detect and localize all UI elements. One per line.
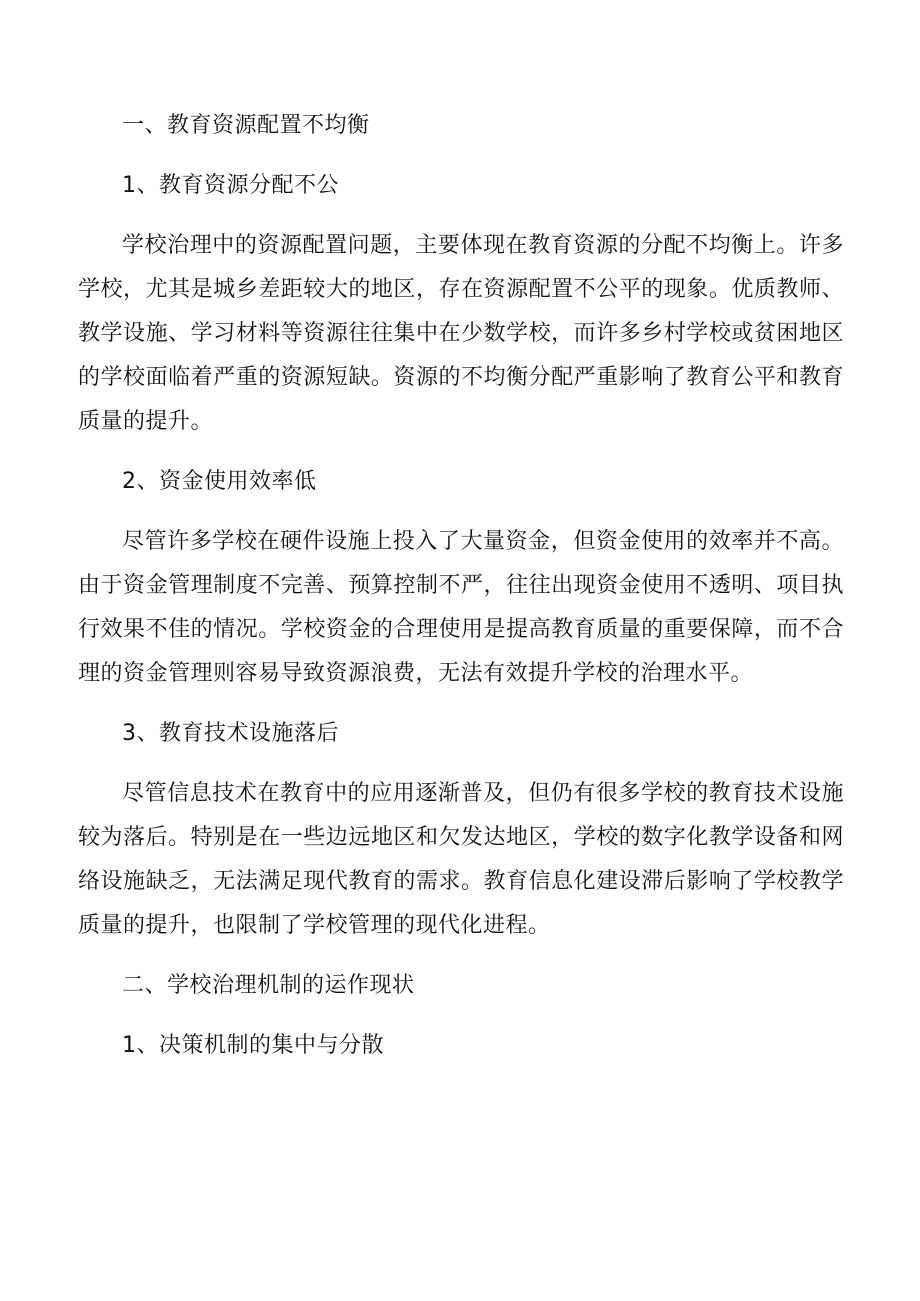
subsection-1-3-heading: 3、教育技术设施落后 bbox=[122, 721, 339, 746]
paragraph-1-1: 学校治理中的资源配置问题，主要体现在教育资源的分配不均衡上。许多学校，尤其是城乡差距较大的地区，存在资源配置不公平的现象。优质教师、教学设施、学习材料等资源往往集中在少数学校，而许多乡村学校或贫困地区的学校面临着严重的资源短缺。资源的不均衡分配严重影响了教育公平和教育质量的提升。 bbox=[78, 233, 844, 434]
paragraph-1-2: 尽管许多学校在硬件设施上投入了大量资金，但资金使用的效率并不高。由于资金管理制度不完善、预算控制不严，往往出现资金使用不透明、项目执行效果不佳的情况。学校资金的合理使用是提高教育质量的重要保障，而不合理的资金管理则容易导致资源浪费，无法有效提升学校的治理水平。 bbox=[78, 529, 844, 686]
subsection-2-1-heading: 1、决策机制的集中与分散 bbox=[122, 1033, 384, 1058]
paragraph-1-3: 尽管信息技术在教育中的应用逐渐普及，但仍有很多学校的教育技术设施较为落后。特别是在一些边远地区和欠发达地区，学校的数字化教学设备和网络设施缺乏，无法满足现代教育的需求。教育信息化建设滞后影响了学校教学质量的提升，也限制了学校管理的现代化进程。 bbox=[78, 781, 844, 938]
subsection-1-2-heading: 2、资金使用效率低 bbox=[122, 469, 317, 494]
document-body bbox=[78, 104, 844, 1084]
section-2-heading: 二、学校治理机制的运作现状 bbox=[122, 973, 415, 998]
subsection-1-1-heading: 1、教育资源分配不公 bbox=[122, 173, 339, 198]
section-1-heading: 一、教育资源配置不均衡 bbox=[122, 113, 370, 138]
